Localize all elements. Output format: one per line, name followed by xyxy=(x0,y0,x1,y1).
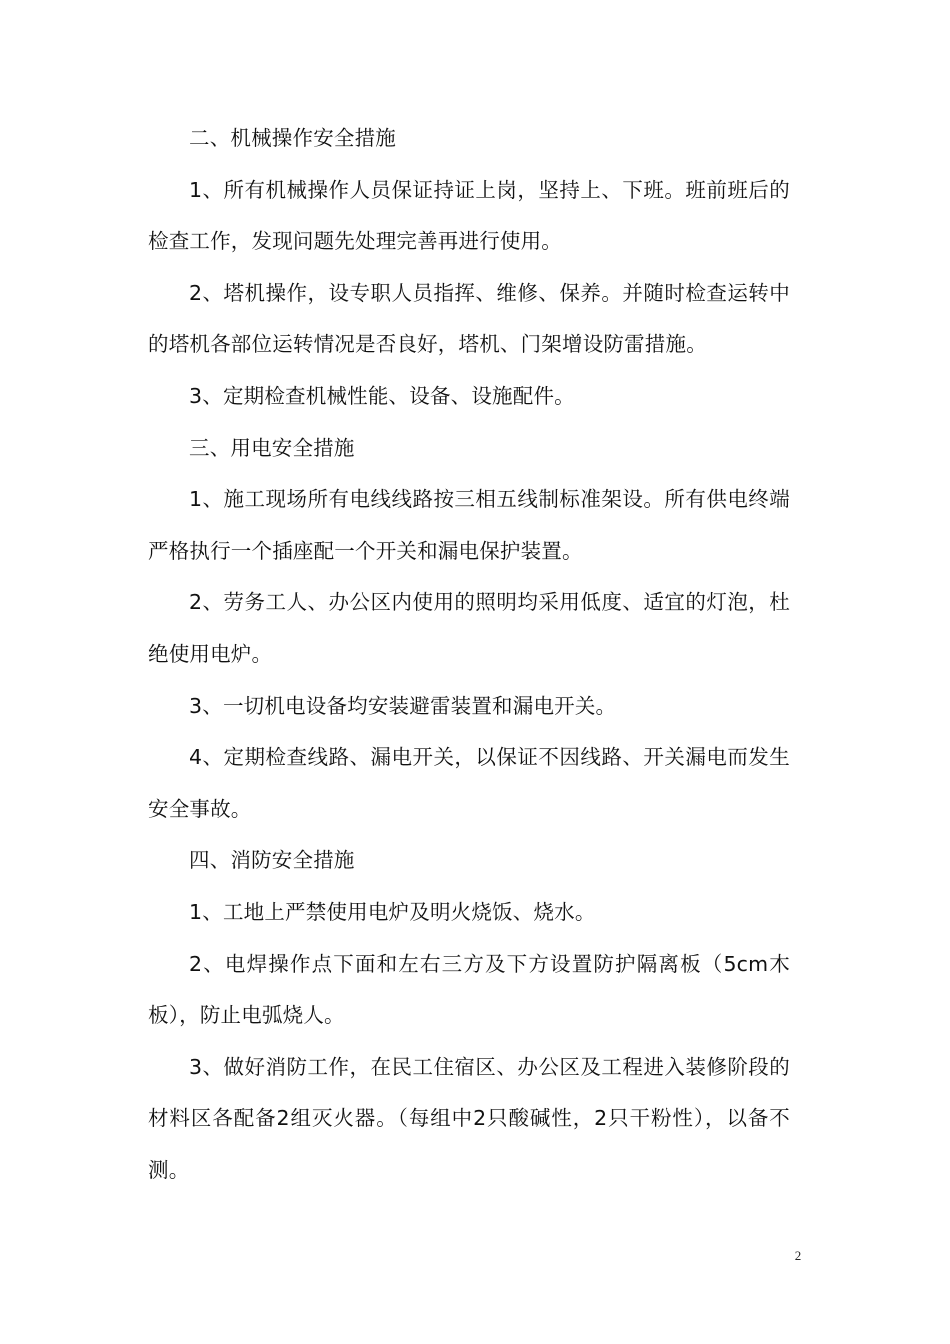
paragraph: 2、塔机操作，设专职人员指挥、维修、保养。并随时检查运转中的塔机各部位运转情况是否良好，塔机、门架增设防雷措施。 xyxy=(148,280,790,357)
paragraph: 1、所有机械操作人员保证持证上岗，坚持上、下班。班前班后的检查工作，发现问题先处理完善再进行使用。 xyxy=(148,177,790,254)
paragraph: 1、施工现场所有电线线路按三相五线制标准架设。所有供电终端严格执行一个插座配一个开关和漏电保护装置。 xyxy=(148,487,790,563)
paragraph: 2、电焊操作点下面和左右三方及下方设置防护隔离板（5cm木板），防止电弧烧人。 xyxy=(148,951,790,1028)
paragraph: 1、工地上严禁使用电炉及明火烧饭、烧水。 xyxy=(189,899,596,924)
paragraph: 3、做好消防工作，在民工住宿区、办公区及工程进入装修阶段的材料区各配备2组灭火器。（每组中2只酸碱性，2只干粉性），以备不测。 xyxy=(148,1054,790,1182)
paragraph: 3、一切机电设备均安装避雷装置和漏电开关。 xyxy=(189,693,617,718)
document-body xyxy=(148,113,790,1196)
section-heading-fire: 四、消防安全措施 xyxy=(189,848,355,873)
page-number: 2 xyxy=(794,1248,802,1263)
section-heading-machinery: 二、机械操作安全措施 xyxy=(189,126,396,150)
paragraph: 3、定期检查机械性能、设备、设施配件。 xyxy=(189,383,575,408)
paragraph: 4、定期检查线路、漏电开关，以保证不因线路、开关漏电而发生安全事故。 xyxy=(148,745,790,821)
paragraph: 2、劳务工人、办公区内使用的照明均采用低度、适宜的灯泡，杜绝使用电炉。 xyxy=(148,590,790,666)
section-heading-electrical: 三、用电安全措施 xyxy=(189,435,355,460)
